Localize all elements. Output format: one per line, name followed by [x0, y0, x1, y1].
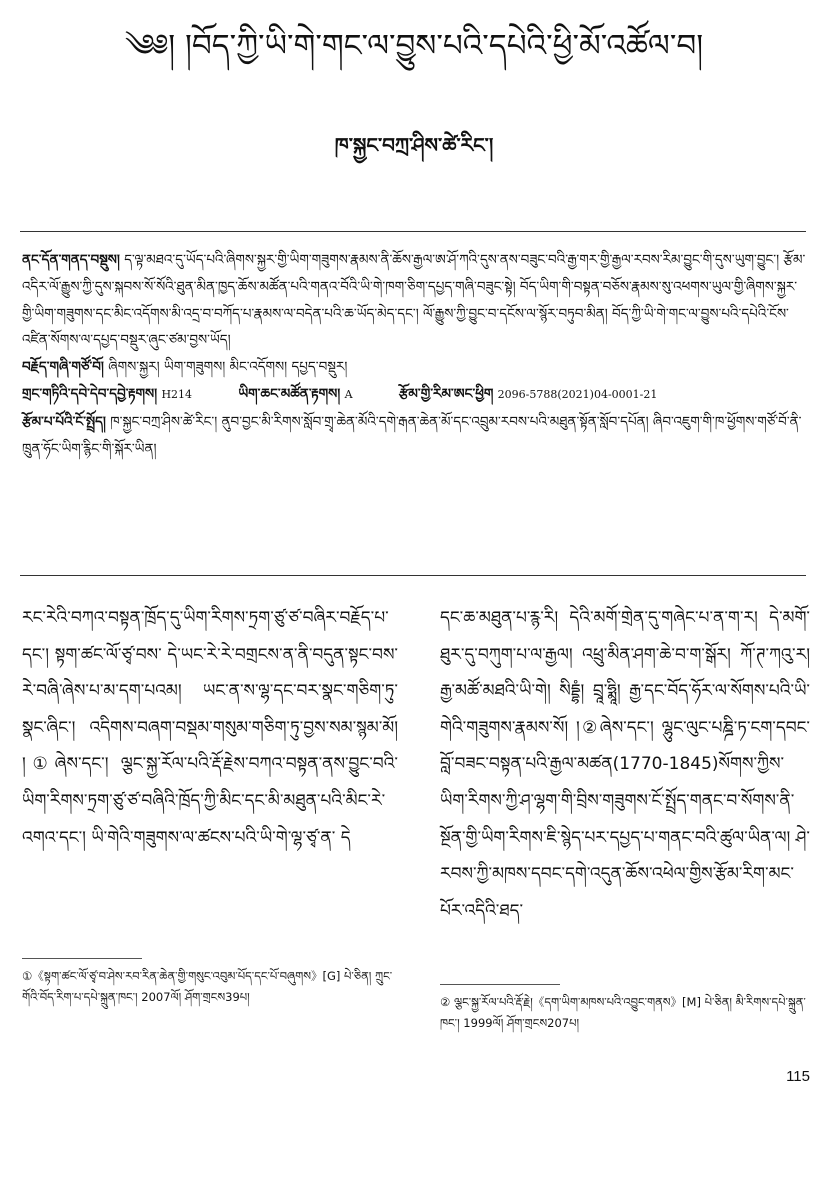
- abstract-text: ད་ལྟ་མཐའ་དུ་ཡོད་པའི་ཞིགས་སྐྱར་གྱི་ཡིག་གཟུགས་རྣམས་ནི་ཆོས་རྒྱལ་ཨ་ཤོ་ཀའི་དུས་ནས་བཟུང་བའི་རྒྱ་གར་གྱི་རྒྱལ་རབས་རིམ་བྱུང་གི་དུས་ཡུག་བྱུང་། རྩོམ་འདིར་ལོ་རྒྱུས་ཀྱི་དུས་སྐབས་སོ་སོའི་ཐུན་མིན་ཁྱད་ཆོས་མཚོན་པའི་གནའ་བོའི་ཡི་གེ་ཁག་ཅིག་དཔྱད་གཞི་བཟུང་སྟེ། བོད་ཡིག་གི་བསྟན་བཅོས་རྣམས་སུ་འཕགས་ཡུལ་གྱི་ཞིགས་སྐྱར་གྱི་ཡིག་གཟུགས་དང་མིང་འདོགས་མི་འདྲ་བ་བཀོད་པ་རྣམས་ལ་བདེན་པའི་ཆ་ཡོད་མེད་དང་། ལོ་རྒྱུས་ཀྱི་བྱུང་བ་དངོས་ལ་སྙོར་བཏུབ་མིན། བོད་ཀྱི་ཡི་གེ་གང་ལ་བྱུས་པའི་དཔེའི་ངོས་འཛིན་སོགས་ལ་དཔྱད་བསྡུར་ཞུང་ཙམ་བྱས་ཡོད།: [22, 252, 806, 349]
- keywords-line: [22, 354, 808, 381]
- author-bio-text: ཁ་སྐྱང་བཀྲ་ཤིས་ཚེ་རིང་། ནུབ་བྱང་མི་རིགས་སློབ་གྲྭ་ཆེན་མོའི་དགེ་རྒན་ཆེན་མོ་དང་འབྲུམ་རབས་པའི་མཐུན་སྟོན་སློབ་དཔོན། ཞིབ་འཇུག་གི་ཁ་ཕྱོགས་གཙོ་བོ་ནི་ཁྲུན་ཧོང་ཡིག་རྙིང་གི་སྐོར་ཡིན།: [22, 413, 802, 457]
- footnote-rule-left: [22, 958, 142, 959]
- page-number: 115: [786, 1068, 810, 1085]
- footnote-left: ①《སྟག་ཚང་ལོ་ཙྭ་བ་ཤེས་རབ་རིན་ཆེན་གྱི་གསུང་འབུམ་པོད་དང་པོ་བཞུགས》[G] པེ་ཅིན། ཀྲུང་གོའི་བོད་རིག་པ་དཔེ་སྐྲུན་ཁང་། 2007ལོ། ཤོག་གྲངས39པ།: [22, 969, 393, 1004]
- abstract-block: [22, 247, 808, 462]
- clc-label: གྲང་གཏིའི་དབེ་དེབ་དབྱེ་རྟགས།: [22, 385, 158, 402]
- footnote-right: ② ལྕང་སྐྱ་རོལ་པའི་རྡོ་རྗེ།《དག་ཡིག་མཁས་པའི་འབྱུང་གནས》[M] པེ་ཅིན། མི་རིགས་དཔེ་སྐྲུན་ཁང་། 1999ལོ། ཤོག་གྲངས207པ།: [440, 995, 806, 1030]
- author-name: ཁ་སྐྱང་བཀྲ་ཤིས་ཚེ་རིང་།: [334, 133, 494, 157]
- body-column-left: [22, 600, 398, 856]
- keywords-text: ཞིགས་སྐྱར། ཡིག་གཟུགས། མིང་འདོགས། དཔྱད་བསྡུར།: [108, 359, 348, 376]
- abstract-divider: [20, 575, 806, 576]
- classification-line: [22, 381, 808, 409]
- author-bio-label: རྩོམ་པ་པོའི་ངོ་སྤྲོད།: [22, 413, 106, 430]
- keywords-label: བརྗོད་གཞི་གཙོ་བོ།: [22, 359, 104, 376]
- body-text-right: དང་ཆ་མཐུན་པ་རྙ་རི། དེའི་མགོ་གྲེན་དུ་གཞེང་པ་ན་ག་ར། དེ་མགོ་ཐུར་དུ་བཀུག་པ་ལ་རྒྱལ། འཕྲུ་མིན་ཤག་ཆེ་བ་ག་སྒོར། ཀོ་ཊ་ཀའུ་ར། རྒྱ་མཚོ་མཐའི་ཡི་གེ། སིདྡྷཾ། བྲཱ་ཧྨཱི། རྒྱ་དང་བོད་ཧོར་ལ་སོགས་པའི་ཡི་གེའི་གཟུགས་རྣམས་སོ། །②ཞེས་དང་། ལྷུང་ལུང་པཎྜི་ཏ་ངག་དབང་བློ་བཟང་བསྟན་པའི་རྒྱལ་མཚན(1770-1845)སོགས་ཀྱིས་ཡིག་རིགས་ཀྱི་ཤ་ལྷག་གི་བྲིས་གཟུགས་ངོ་སྤྲོད་གནང་བ་སོགས་ནི་སྔོན་གྱི་ཡིག་རིགས་ཇི་སྙེད་པར་དཔྱད་པ་གནང་བའི་ཚུལ་ཡིན་ལ། ཤེ་རབས་ཀྱི་མཁས་དབང་དགེ་འདུན་ཆོས་འཕེལ་གྱིས་རྩོམ་རིག་མང་པོར་འདིའི་ཐད་: [440, 608, 810, 921]
- top-divider: [20, 231, 806, 232]
- doc-code-label: ཡིག་ཆང་མཚོན་རྟགས།: [238, 385, 341, 402]
- article-title: ༄༅། །བོད་ཀྱི་ཡི་གེ་གང་ལ་བྱུས་པའི་དཔེའི་ཕྱི་མོ་འཚོལ་བ།: [124, 28, 704, 64]
- abstract-label: ནང་དོན་གནད་བསྡུས།: [22, 252, 120, 268]
- issn-value: 2096-5788(2021)04-0001-21: [497, 387, 658, 401]
- abstract-paragraph: [22, 247, 808, 354]
- author-bio: [22, 409, 808, 463]
- footnote-rule-right: [440, 984, 560, 985]
- body-column-right: [440, 600, 810, 929]
- clc-value: H214: [161, 387, 193, 401]
- doc-code-value: A: [344, 387, 353, 401]
- issn-label: རྩོམ་གྱི་རིམ་ཨང་ཕྱིག: [398, 385, 494, 402]
- body-text-left: རང་རེའི་བཀའ་བསྟན་ཁྲོད་དུ་ཡིག་རིགས་ཏྲག་ཙུ་ཙ་བཞིར་བརྗོད་པ་དང་། སྟག་ཚང་ལོ་ཙྭ་བས་ དེ་ཡང་རེ་རེ་བགྲངས་ན་ནི་བདུན་སྟང་བས་རེ་བཞི་ཞེས་པ་མ་དག་པའམ། ཡང་ན་ས་ལྷ་དང་བར་སྣང་གཅིག་ཏུ་སྣང་ཞིང་། འདིགས་བཞག་བསྡམ་གསུམ་གཅིག་ཏུ་བྱས་སམ་སྙམ་མོ། །①ཞེས་དང་། ལྕང་སྐྱ་རོལ་པའི་རྡོ་རྗེས་བཀའ་བསྟན་ནས་བྱུང་བའི་ཡིག་རིགས་ཏྲག་ཙུ་ཙ་བཞིའི་ཁྲོད་ཀྱི་མིང་དང་མི་མཐུན་པའི་མིང་རེ་འགའ་དང་། ཡི་གེའི་གཟུགས་ལ་ཚངས་པའི་ཡི་གེ་ལྷ་ཙྭ་ན་ དེ: [22, 608, 398, 848]
